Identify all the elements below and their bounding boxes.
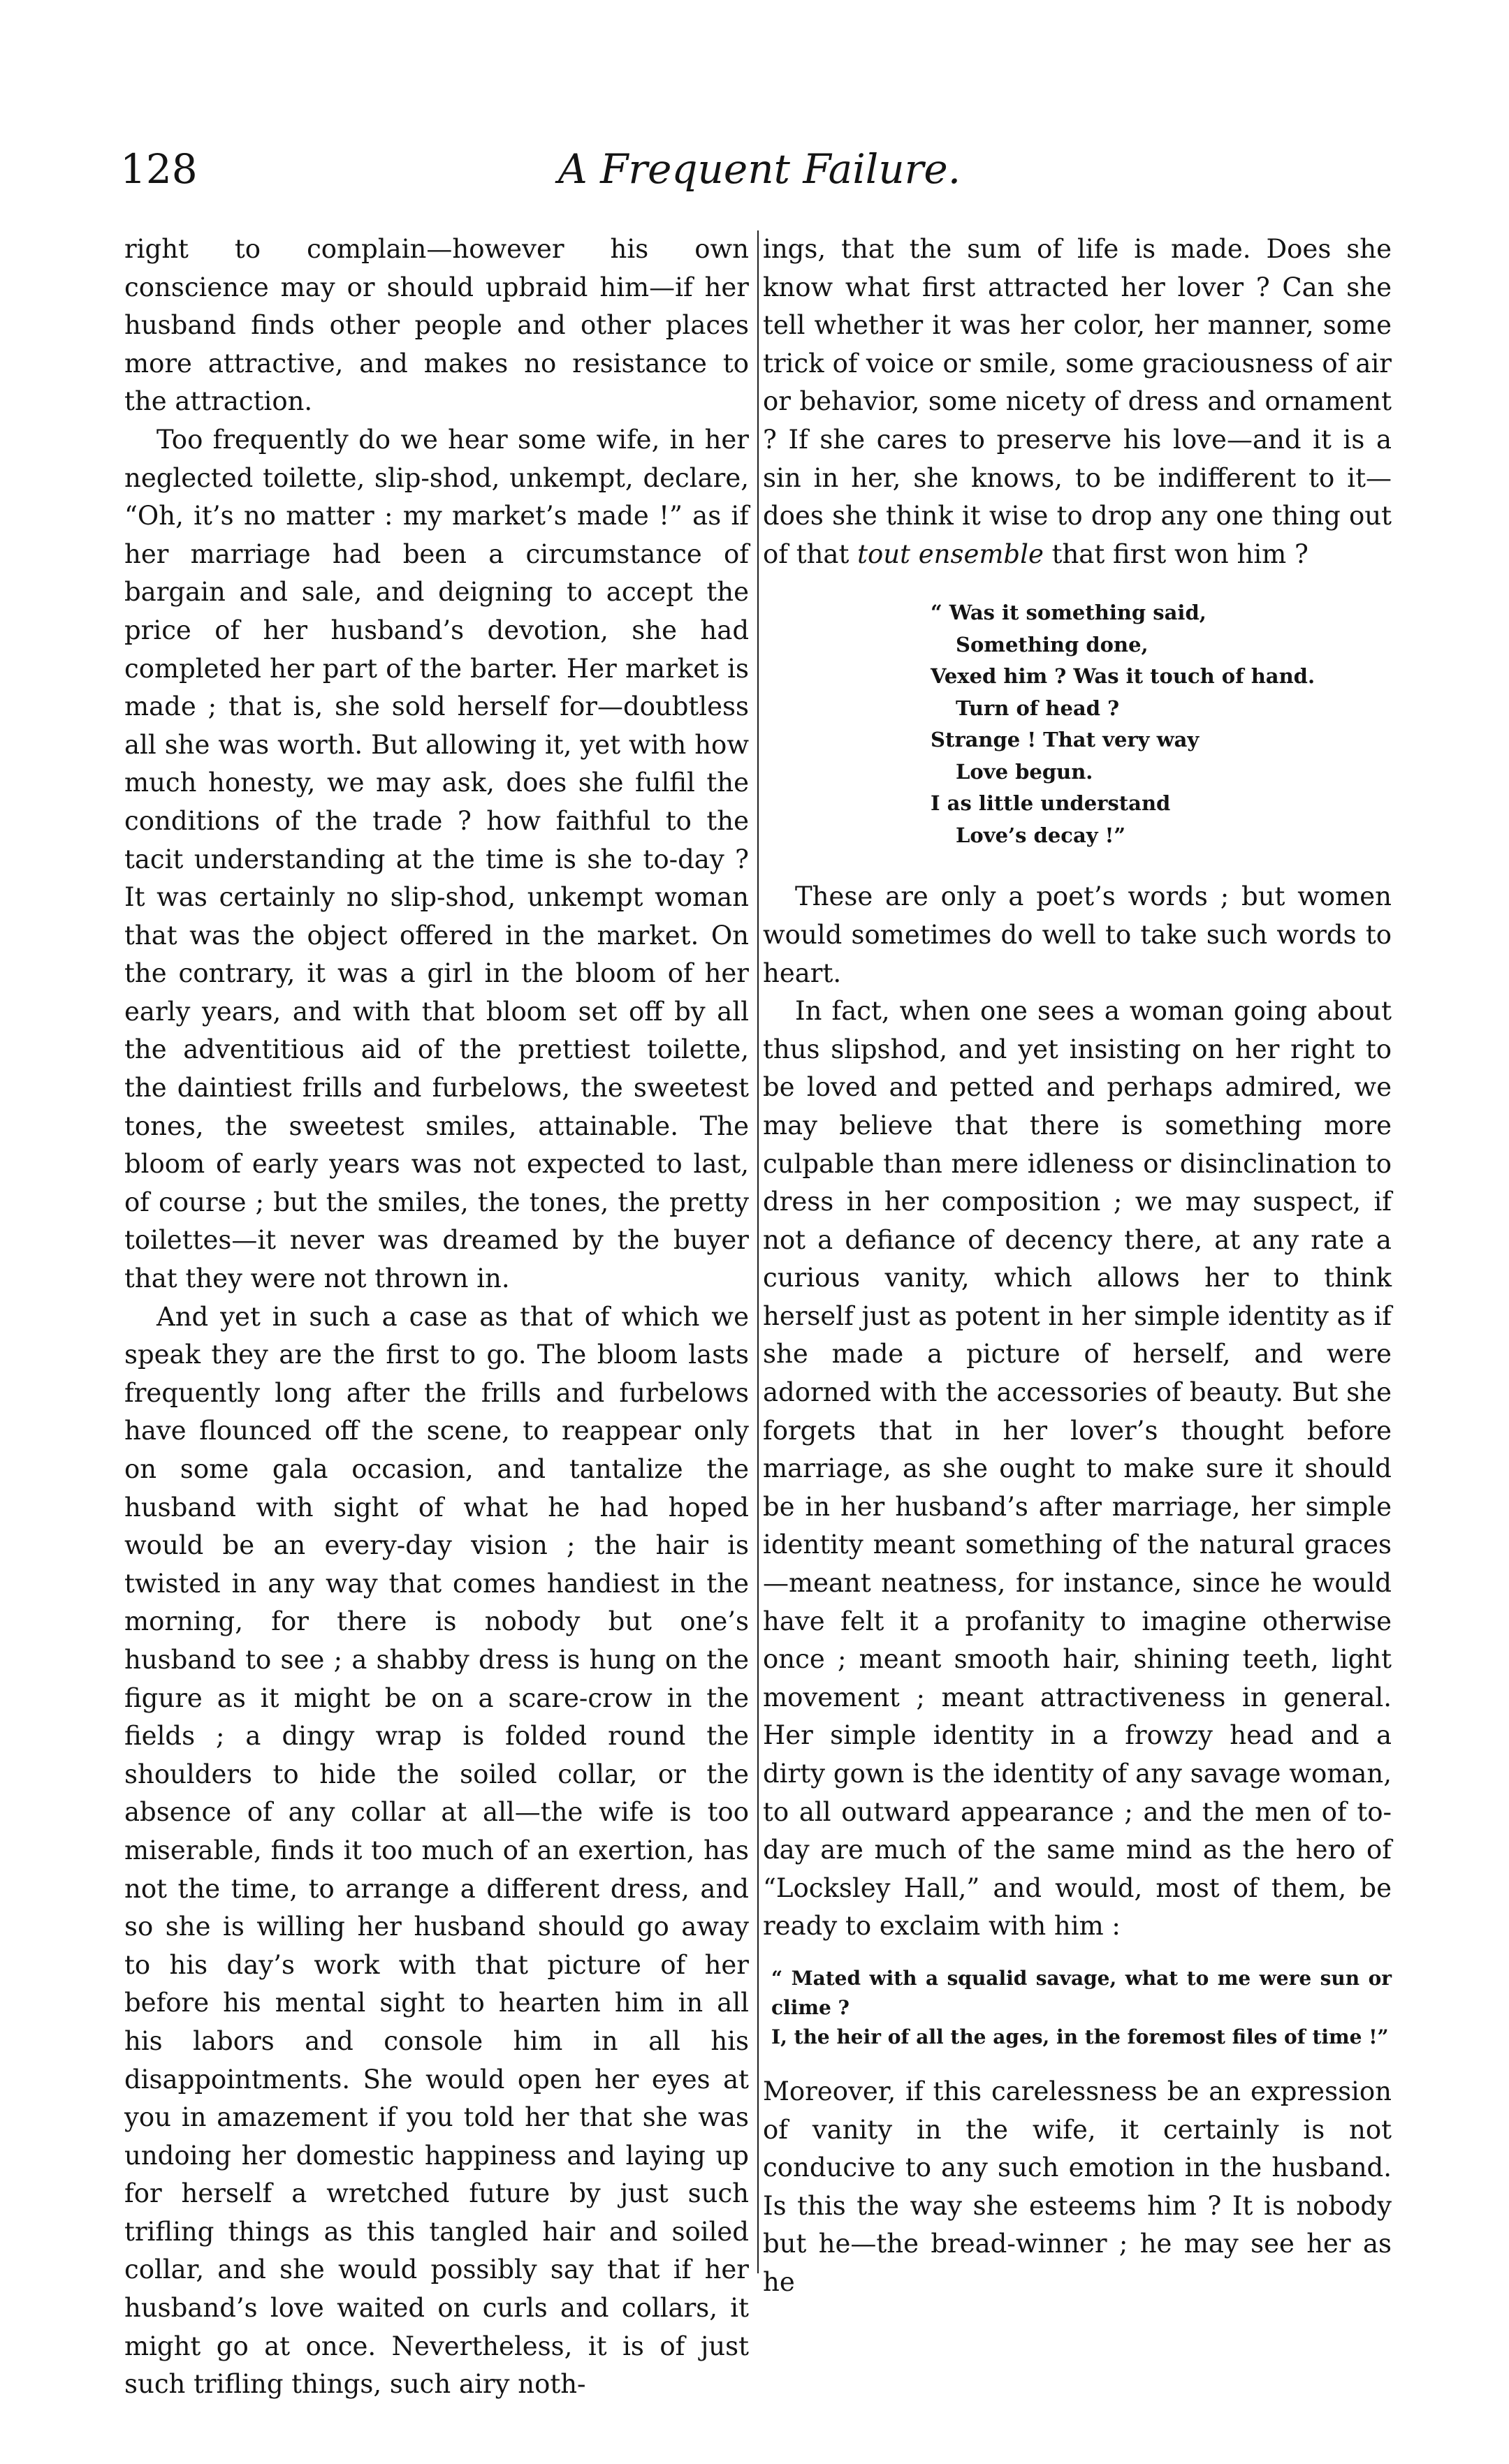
column-divider: [757, 230, 759, 2273]
left-column: [124, 230, 749, 2404]
verse-line: “ Mated with a squalid savage, what to me were sun or clime ?: [771, 1966, 1392, 2019]
right-column: [763, 230, 1392, 2302]
page-header: [120, 145, 1399, 201]
paragraph: Moreover, if this carelessness be an expression of vanity in the wife, it certainly is not conducive to any such emotion in the husband. Is this the way she esteems him ? It is nobody but he—the bread-winner ; he may see her as he: [763, 2076, 1392, 2297]
page-number: 128: [120, 145, 198, 193]
paragraph: [763, 230, 1392, 573]
verse-line: Love’s decay !”: [956, 823, 1126, 847]
italic-phrase: tout ensemble: [857, 538, 1044, 569]
paragraph: In fact, when one sees a woman going about thus slipshod, and yet insisting on her right to be loved and petted and perhaps admired, we may believe that there is something more culpable than mere idleness or disinclination to dress in her composition ; we may suspect, if not a defiance of decency there, at any rate a curious vanity, which allows her to think herself just as potent in her simple identity as if she made a picture of herself, and were adorned with the accessories of beauty. But she forgets that in her lover’s thought before marriage, as she ought to make sure it should be in her husband’s after marriage, her simple identity meant something of the natural graces—meant neatness, for instance, since he would have felt it a profanity to imagine otherwise once ; meant smooth hair, shining teeth, light movement ; meant attractiveness in general. Her simple identity in a frowzy head and a dirty gown is the identity of any savage woman, to all outward appearance ; and the men of to-day are much of the same mind as the hero of “Locksley Hall,” and would, most of them, be ready to exclaim with him :: [763, 996, 1392, 1942]
verse-line: Love begun.: [956, 759, 1093, 784]
paragraph: Too frequently do we hear some wife, in her neglected toilette, slip-shod, unkempt, declare, “Oh, it’s no matter : my market’s made !” as if her marriage had been a circumstance of bargain and sale, and deigning to accept the price of her husband’s devotion, she had completed her part of the barter. Her market is made ; that is, she sold herself for—doubtless all she was worth. But allowing it, yet with how much honesty, we may ask, does she fulfil the conditions of the trade ? how faithful to the tacit understanding at the time is she to-day ? It was certainly no slip-shod, unkempt woman that was the object offered in the market. On the contrary, it was a girl in the bloom of her early years, and with that bloom set off by all the adventitious aid of the prettiest toilette, the daintiest frills and furbelows, the sweetest tones, the sweetest smiles, attainable. The bloom of early years was not expected to last, of course ; but the smiles, the tones, the pretty toilettes—it never was dreamed by the buyer that they were not thrown in.: [124, 424, 749, 1294]
paragraph: And yet in such a case as that of which we speak they are the first to go. The bloom lasts frequently long after the frills and furbelows have flounced off the scene, to reappear only on some gala occasion, and tantalize the husband with sight of what he had hoped would be an every-day vision ; the hair is twisted in any way that comes handiest in the morning, for there is nobody but one’s husband to see ; a shabby dress is hung on the figure as it might be on a scare-crow in the fields ; a dingy wrap is folded round the shoulders to hide the soiled collar, or the absence of any collar at all—the wife is too miserable, finds it too much of an exertion, has not the time, to arrange a different dress, and so she is willing her husband should go away to his day’s work with that picture of her before his mental sight to hearten him in all his labors and console him in all his disappointments. She would open her eyes at you in amazement if you told her that she was undoing her domestic happiness and laying up for herself a wretched future by just such trifling things as this tangled hair and soiled collar, and she would possibly say that if her husband’s love waited on curls and collars, it might go at once. Nevertheless, it is of just such trifling things, such airy noth-: [124, 1301, 749, 2400]
verse-line: Turn of head ?: [956, 696, 1120, 720]
verse-line: Vexed him ? Was it touch of hand.: [931, 664, 1315, 689]
running-title: A Frequent Failure.: [557, 145, 961, 193]
paragraph: These are only a poet’s words ; but women would sometimes do well to take such words to heart.: [763, 881, 1392, 988]
verse-line: Strange ! That very way: [931, 728, 1200, 752]
poem-quote: [931, 597, 1392, 851]
paragraph-text: ings, that the sum of life is made. Does she know what first attracted her lover ? Can she tell whether it was her color, her manner, some trick of voice or smile, some graciousness of air or behavior, some nicety of dress and ornament ? If she cares to preserve his love—and it is a sin in her, she knows, to be indifferent to it—does she think it wise to drop any one thing out of that: [763, 234, 1392, 569]
verse-line: Something done,: [956, 632, 1149, 657]
paragraph-text: that first won him ?: [1051, 538, 1308, 569]
verse-line: “ Was it something said,: [931, 601, 1207, 625]
verse-line: I as little understand: [931, 791, 1171, 816]
poem-quote-locksley-hall: [771, 1964, 1392, 2052]
verse-line: I, the heir of all the ages, in the foremost files of time !”: [771, 2025, 1389, 2048]
paragraph: right to complain—however his own conscience may or should upbraid him—if her husband finds other people and other places more attractive, and makes no resistance to the attraction.: [124, 234, 749, 417]
